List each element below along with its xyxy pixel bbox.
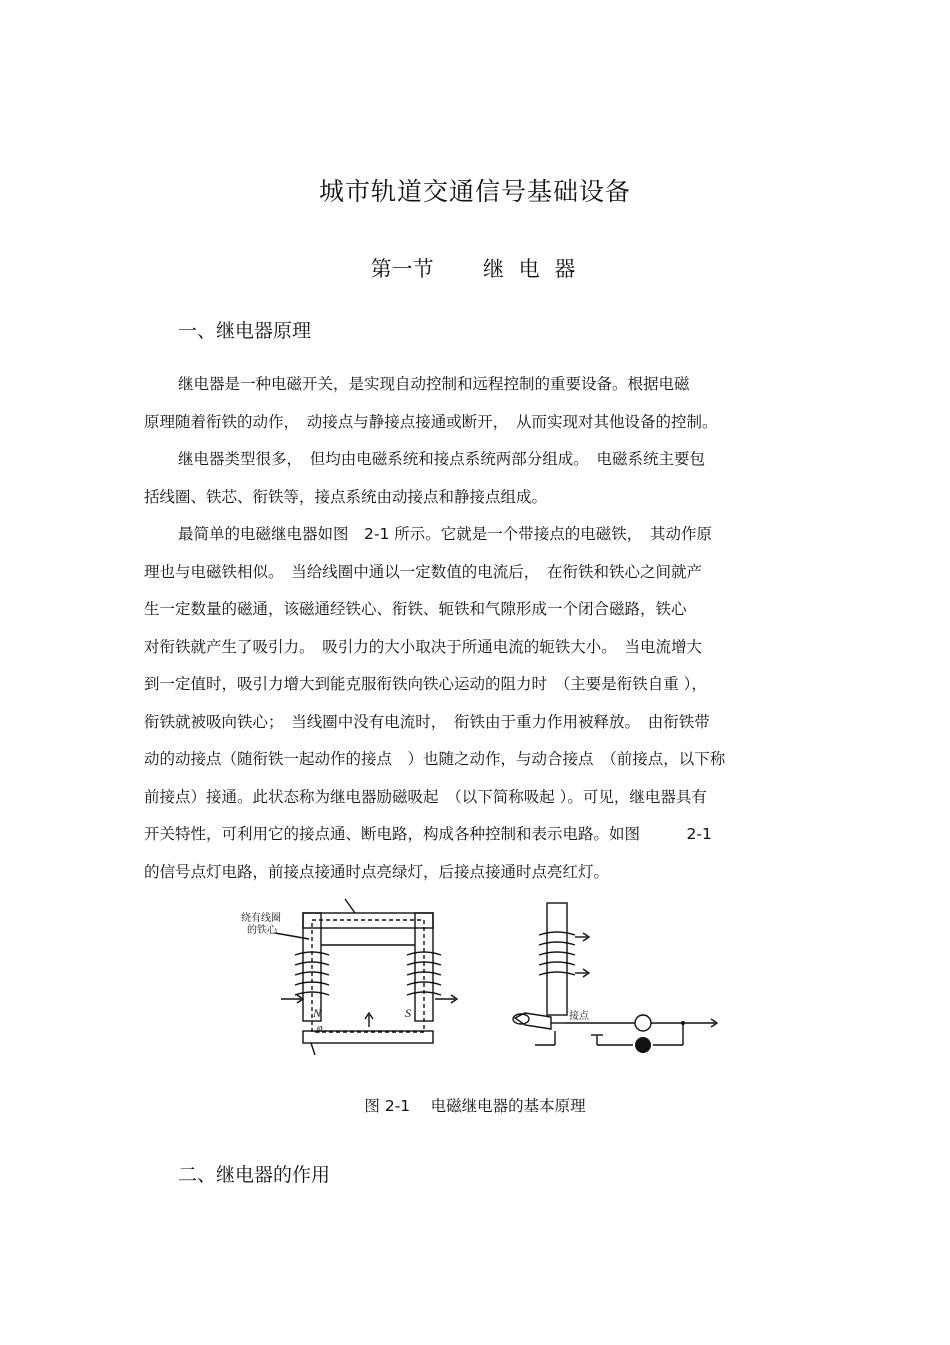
armature-lever bbox=[515, 1013, 551, 1029]
paragraph-line: 开关特性，可利用它的接点通、断电路，构成各种控制和表示电路。如图 2-1 bbox=[144, 825, 712, 843]
relay-diagram-svg bbox=[235, 895, 735, 1065]
paragraph-line: 到一定值时，吸引力增大到能克服衔铁向铁心运动的阻力时 （主要是衔铁自重 ）， bbox=[144, 675, 707, 693]
paragraph-line: 衔铁就被吸向铁心； 当线圈中没有电流时， 衔铁由于重力作用被释放。 由衔铁带 bbox=[144, 712, 710, 731]
paragraph-line: 最简单的电磁继电器如图 2-1 所示。它就是一个带接点的电磁铁， 其动作原 bbox=[178, 525, 712, 543]
paragraph-line: 原理随着衔铁的动作， 动接点与静接点接通或断开， 从而实现对其他设备的控制。 bbox=[144, 412, 718, 431]
label-n: N bbox=[313, 1006, 322, 1020]
label-core-2: 的铁心 bbox=[247, 925, 277, 936]
paragraph-2 bbox=[144, 441, 804, 516]
paragraph-line: 动的动接点（随衔铁一起动作的接点 ）也随之动作，与动合接点 （前接点，以下称 bbox=[144, 750, 726, 768]
heading-relay-principle: 一、继电器原理 bbox=[178, 320, 312, 342]
relay-diagram bbox=[235, 895, 735, 1065]
paragraph-line: 理也与电磁铁相似。 当给线圈中通以一定数值的电流后， 在衔铁和铁心之间就产 bbox=[144, 562, 703, 581]
label-s: S bbox=[405, 1006, 411, 1020]
paragraph-3 bbox=[144, 516, 804, 891]
red-lamp bbox=[635, 1037, 651, 1053]
paragraph-line: 对衔铁就产生了吸引力。 吸引力的大小取决于所通电流的轭铁大小。 当电流增大 bbox=[144, 637, 703, 656]
section-name: 继 电 器 bbox=[483, 257, 580, 281]
relay-core bbox=[547, 903, 567, 1015]
figure-caption: 图 2-1 电磁继电器的基本原理 bbox=[364, 1097, 586, 1115]
label-core-1: 绕有线圈 bbox=[241, 913, 281, 924]
paragraph-line: 生一定数量的磁通，该磁通经铁心、衔铁、轭铁和气隙形成一个闭合磁路，铁心 bbox=[144, 600, 687, 618]
paragraph-line: 继电器类型很多， 但均由电磁系统和接点系统两部分组成。 电磁系统主要包 bbox=[178, 450, 706, 468]
heading-relay-function: 二、继电器的作用 bbox=[178, 1164, 331, 1186]
section-number: 第一节 bbox=[370, 257, 434, 281]
paragraph-line: 括线圈、铁芯、衔铁等，接点系统由动接点和静接点组成。 bbox=[144, 487, 548, 506]
label-phi: φ bbox=[317, 1023, 323, 1034]
relay-coil bbox=[539, 932, 575, 975]
label-contact: 接点 bbox=[569, 1011, 589, 1022]
paragraph-line: 继电器是一种电磁开关，是实现自动控制和远程控制的重要设备。根据电磁 bbox=[178, 375, 690, 393]
paragraph-line: 前接点）接通。此状态称为继电器励磁吸起 （以下简称吸起 ）。可见，继电器具有 bbox=[144, 787, 707, 806]
paragraph-line: 的信号点灯电路，前接点接通时点亮绿灯，后接点接通时点亮红灯。 bbox=[144, 862, 610, 881]
section-heading bbox=[0, 253, 950, 283]
paragraph-1 bbox=[144, 366, 804, 441]
document-title: 城市轨道交通信号基础设备 bbox=[318, 177, 631, 206]
green-lamp bbox=[635, 1015, 651, 1031]
